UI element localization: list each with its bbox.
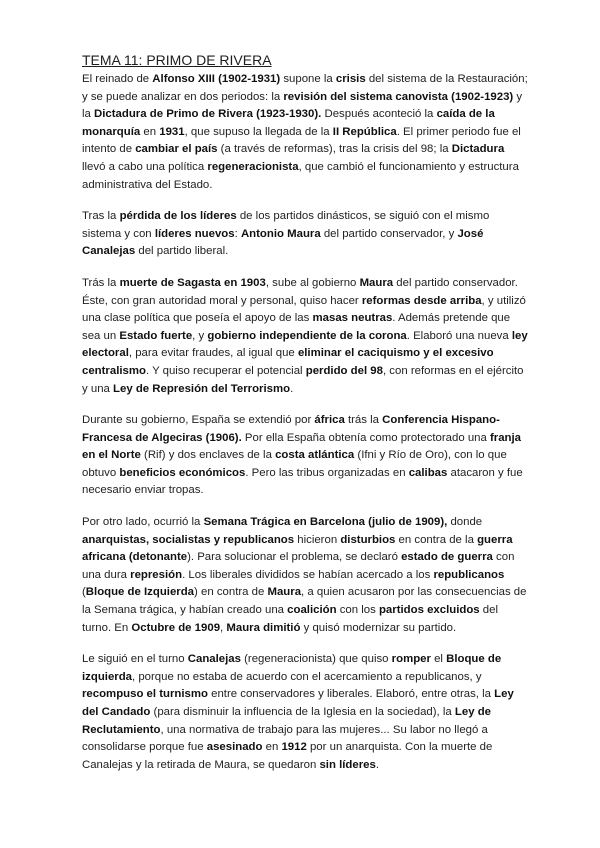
bold-text: Ley del Candado — [82, 688, 514, 718]
text-run: (regeneracionista) que quiso — [240, 653, 392, 666]
text-run: , una normativa de trabajo para las mujeres... Su labor no llegó a consolidarse porque fue — [82, 723, 488, 754]
bold-text: estado de guerra — [401, 551, 493, 564]
text-run: llevó a cabo una política — [82, 160, 208, 173]
bold-text: coalición — [287, 604, 337, 617]
bold-text: Conferencia Hispano-Francesa de Algeciras (1906). — [82, 414, 500, 444]
text-run: , y — [192, 329, 208, 342]
paragraph-2 — [82, 208, 528, 261]
bold-text: guerra africana (detonante — [82, 533, 513, 564]
text-run: del sistema de la Restauración; y se puede analizar en dos periodos: la — [82, 73, 528, 103]
text-run: Trás la — [82, 276, 120, 289]
text-run: del partido conservador, y — [320, 227, 458, 240]
text-run: del partido conservador. Éste, con gran autoridad moral y personal, quiso hacer — [82, 276, 518, 307]
text-run: . Y quiso recuperar el potencial — [145, 364, 306, 377]
text-run: , que cambió el funcionamiento y estructura administrativa del Estado. — [82, 160, 519, 191]
text-run: Por otro lado, ocurrió la — [82, 516, 204, 529]
bold-text: partidos excluidos — [378, 604, 480, 617]
text-run: . — [375, 758, 379, 771]
bold-text: Semana Trágica en Barcelona (julio de 1909), — [203, 516, 448, 529]
text-run: y la — [82, 90, 523, 121]
bold-text: costa atlántica — [275, 449, 355, 462]
bold-text: caída de la monarquía — [82, 108, 495, 138]
text-run: (Rif) y dos enclaves de la — [140, 449, 276, 462]
text-run: trás la — [344, 414, 383, 427]
text-run: supone la — [280, 73, 336, 85]
text-run: en — [140, 125, 160, 138]
text-run: en — [262, 741, 282, 754]
text-run: . Además pretende que sea un — [82, 312, 511, 342]
bold-text: Bloque de Izquierda — [85, 586, 195, 599]
text-run: . El primer periodo fue el intento de — [82, 125, 521, 156]
bold-text: asesinado — [206, 741, 263, 754]
bold-text: gobierno independiente de la corona — [207, 329, 407, 342]
bold-text: Alfonso XIII (1902-1931) — [152, 73, 281, 85]
bold-text: romper — [391, 653, 431, 666]
paragraph-4 — [82, 412, 528, 500]
bold-text: 1912 — [281, 741, 307, 754]
bold-text: sin líderes — [319, 758, 376, 771]
bold-text: Maura — [267, 586, 302, 599]
bold-text: republicanos — [433, 568, 505, 581]
bold-text: eliminar el caciquismo y el excesivo centralismo — [82, 347, 494, 377]
text-run: y quisó modernizar su partido. — [300, 621, 457, 634]
text-run: con una dura — [82, 551, 515, 581]
text-run: Le siguió en el turno — [82, 653, 188, 666]
text-run: ) en contra de — [194, 586, 268, 599]
bold-text: revisión del sistema canovista (1902-1923) — [283, 90, 514, 103]
text-run: donde — [447, 516, 483, 529]
document-body — [82, 71, 528, 774]
text-run: . — [290, 382, 294, 395]
bold-text: Estado fuerte — [119, 329, 193, 342]
text-run: , que supuso la llegada de la — [184, 125, 333, 138]
bold-text: regeneracionista — [207, 160, 299, 173]
bold-text: José Canalejas — [82, 227, 484, 258]
paragraph-3 — [82, 275, 528, 398]
bold-text: Ley de Reclutamiento — [82, 706, 492, 736]
bold-text: muerte de Sagasta en 1903 — [119, 276, 266, 289]
bold-text: Canalejas — [187, 653, 241, 666]
text-run: con los — [336, 604, 379, 617]
text-run: : — [234, 227, 241, 240]
bold-text: líderes nuevos — [154, 227, 235, 240]
text-run: Tras la — [82, 210, 120, 223]
text-run: . Pero las tribus organizadas en — [245, 466, 409, 479]
text-run: (a través de reformas), tras la crisis del 98; la — [217, 143, 452, 156]
text-run: Después aconteció la — [321, 108, 437, 121]
text-run: , con reformas en el ejército y una — [82, 364, 524, 395]
bold-text: Octubre de 1909 — [131, 621, 221, 634]
bold-text: masas neutras — [312, 312, 393, 325]
text-run: , para evitar fraudes, al igual que — [128, 347, 298, 360]
text-run: el — [430, 653, 447, 666]
text-run: . Los liberales divididos se habían acercado a los — [182, 568, 434, 581]
document-page — [82, 52, 528, 788]
text-run: El reinado de — [82, 73, 153, 85]
text-run: hicieron — [294, 533, 341, 546]
bold-text: Maura dimitió — [226, 621, 301, 634]
text-run: (para disminuir la influencia de la Iglesia en la sociedad), la — [150, 706, 455, 718]
text-run: atacaron y fue necesario enviar tropas. — [82, 466, 523, 497]
bold-text: crisis — [335, 73, 366, 85]
text-run: , y utilizó una clase política que poseía el apoyo de las — [82, 294, 526, 325]
text-run: , a quien acusaron por las consecuencias de la Semana trágica, y habían creado una — [82, 586, 527, 617]
bold-text: Ley de Represión del Terrorismo — [113, 382, 291, 395]
paragraph-1 — [82, 71, 528, 194]
bold-text: cambiar el país — [135, 143, 218, 156]
bold-text: Dictadura — [451, 143, 505, 156]
bold-text: II República — [332, 125, 397, 138]
bold-text: reformas desde arriba — [361, 294, 482, 307]
text-run: Durante su gobierno, España se extendió por — [82, 414, 315, 427]
paragraph-5 — [82, 514, 528, 637]
bold-text: beneficios económicos — [119, 466, 246, 479]
text-run: del turno. En — [82, 604, 498, 634]
bold-text: 1931 — [159, 125, 185, 138]
bold-text: áfrica — [314, 414, 345, 427]
text-run: del partido liberal. — [135, 245, 229, 258]
text-run: , porque no estaba de acuerdo con el acercamiento a republicanos, y — [132, 670, 482, 683]
bold-text: pérdida de los líderes — [119, 210, 237, 223]
page-title: TEMA 11: PRIMO DE RIVERA — [82, 52, 272, 68]
text-run: ). Para solucionar el problema, se declaró — [187, 551, 402, 564]
text-run: . Elaboró una nueva — [406, 329, 512, 342]
bold-text: anarquistas, socialistas y republicanos — [82, 533, 295, 546]
text-run: de los partidos dinásticos, se siguió con el mismo sistema y con — [82, 210, 490, 240]
bold-text: Antonio Maura — [240, 227, 321, 240]
bold-text: calibas — [408, 466, 448, 479]
bold-text: franja en el Norte — [82, 431, 522, 462]
bold-text: Bloque de izquierda — [82, 653, 502, 683]
bold-text: Dictadura de Primo de Rivera (1923-1930). — [94, 108, 322, 121]
text-run: , sube al gobierno — [265, 276, 360, 289]
paragraph-6 — [82, 651, 528, 774]
bold-text: recompuso el turnismo — [82, 688, 208, 701]
bold-text: disturbios — [340, 533, 396, 546]
bold-text: ley electoral — [82, 329, 528, 360]
bold-text: represión — [130, 568, 183, 581]
text-run: en contra de la — [395, 533, 478, 546]
text-run: ( — [82, 586, 86, 599]
text-run: (Ifni y Río de Oro), con lo que obtuvo — [82, 449, 507, 479]
text-run: Por ella España obtenía como protectorado una — [241, 431, 490, 444]
bold-text: perdido del 98 — [305, 364, 383, 377]
text-run: , — [220, 621, 227, 634]
text-run: por un anarquista. Con la muerte de Canalejas y la retirada de Maura, se quedaron — [82, 741, 493, 771]
text-run: entre conservadores y liberales. Elaboró, entre otras, la — [207, 688, 495, 701]
bold-text: Maura — [359, 276, 394, 289]
